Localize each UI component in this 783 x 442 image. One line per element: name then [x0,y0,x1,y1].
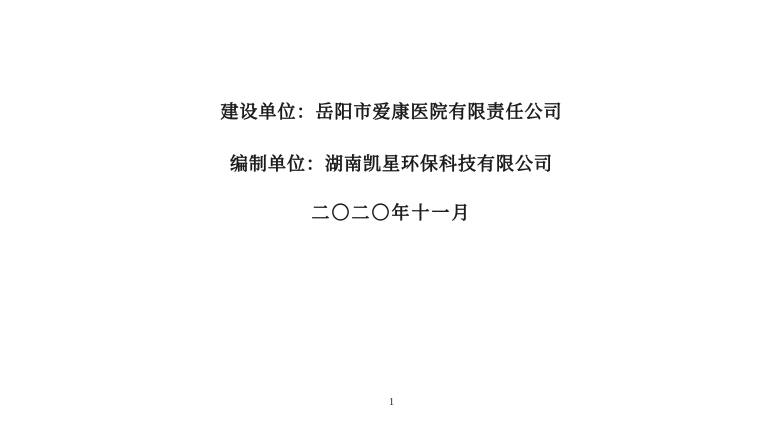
date-line: 二〇二〇年十一月 [311,203,472,223]
page-footer [0,392,783,410]
construction-unit-line: 建设单位：岳阳市爱康医院有限责任公司 [220,102,563,122]
compilation-unit-line: 编制单位：湖南凯星环保科技有限公司 [230,154,553,174]
page-number: 1 [388,396,395,408]
